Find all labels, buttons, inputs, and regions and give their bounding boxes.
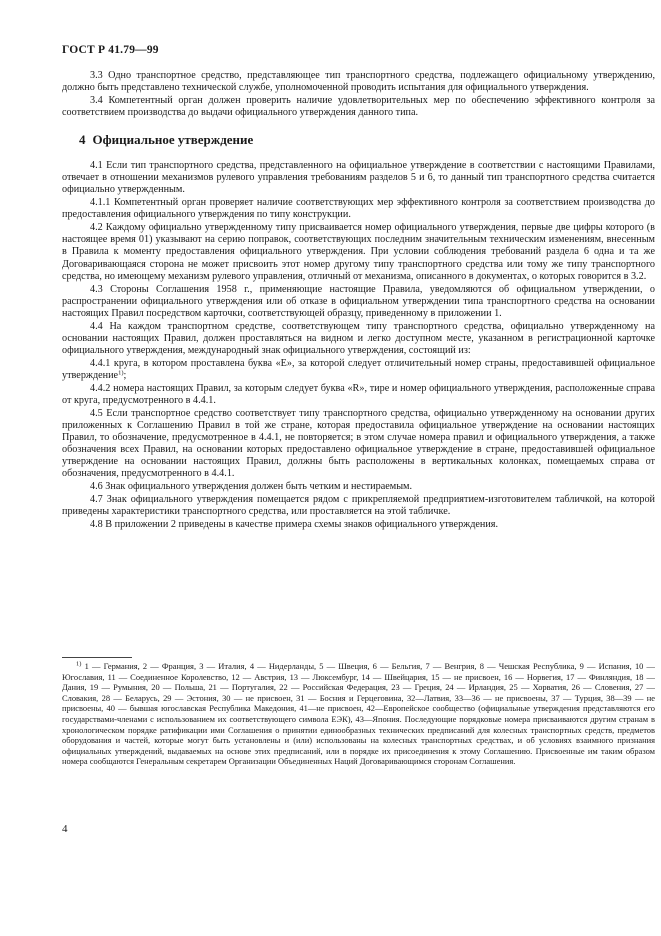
footnote-divider (62, 657, 132, 658)
paragraph-4-7: 4.7 Знак официального утверждения помещается рядом с прикрепляемой предприятием-изготовителем табличкой, на которой приведены характеристики транспортного средства, или проставляется на этой табличке. (62, 493, 655, 517)
footnote-marker: 1) (76, 660, 82, 668)
footnote-body: 1 — Германия, 2 — Франция, 3 — Италия, 4 — Нидерланды, 5 — Швеция, 6 — Бельгия, 7 — Венгрия, 8 — Чешская Республика, 9 — Испания, 10 — Югославия, 11 — Соединенное Королевство, 12 — Австрия, 13 — Люксембург, 14 — Швейцария, 15 — не присвоен, 16 — Норвегия, 17 — Финляндия, 18 — Дания, 19 — Румыния, 20 — Польша, 21 — Португалия, 22 — Российская Федерация, 23 — Греция, 24 — Ирландия, 25 — Хорватия, 26 — Словения, 27 — Словакия, 28 — Беларусь, 29 — Эстония, 30 — не присвоен, 31 — Босния и Герцеговина, 32—Латвия, 33—36 — не присвоены, 37 — Турция, 38—39 — не присвоены, 40 — бывшая югославская Республика Македония, 41—не присвоен, 42—Европейское сообщество (официальные утверждения представляются его государствами-членами с использованием их соответствующего символа ЕЭК), 43—Япония. Последующие порядковые номера присваиваются другим странам в хронологическом порядке ратификации ими Соглашения о принятии единообразных технических предписаний для колесных транспортных средств, предметов оборудования и частей, которые могут быть установлены и (или) использованы на колесных транспортных средствах, и об условиях взаимного признания официальных утверждений, выдаваемых на основе этих предписаний, или в порядке их присоединения к этому Соглашению. Присвоенные им таким образом номера сообщаются Генеральным секретарем Организации Объединенных Наций Договаривающимся сторонам Соглашения. (62, 661, 655, 767)
paragraph-4-4-1-end: ; (123, 369, 127, 381)
paragraph-4-2: 4.2 Каждому официально утвержденному типу присваивается номер официального утверждения, первые две цифры которого (в настоящее время 01) указывают на серию поправок, соответствующих последним значительным техническим изменениям, внесенным в Правила к моменту предоставления официального утверждения. При условии соблюдения требований раздела 6 одна и та же Договаривающаяся сторона не может присвоить этот номер другому типу транспортного средства или тому же типу транспортного средства, но имеющему механизм рулевого управления, отличный от механизма, описанного в документах, о которых говорится в 3.2. (62, 222, 655, 282)
page-number: 4 (62, 823, 68, 835)
paragraph-4-4-2: 4.4.2 номера настоящих Правил, за которым следует буква «R», тире и номер официального утверждения, расположенные справа от круга, предусмотренного в 4.4.1. (62, 382, 655, 406)
paragraph-4-4-1 (62, 358, 655, 382)
paragraph-4-5: 4.5 Если транспортное средство соответствует типу транспортного средства, официально утвержденному на основании других приложенных к Соглашению Правил в той же стране, которая предоставила официальное утверждение на основании настоящих Правил, то обозначение, предусмотренное в 4.4.1, не повторяется; в этом случае номера правил и официального утверждения, а также обозначения всех Правил, на основании которых предоставлено официальное утверждение в стране, предоставившей официальное утверждение на основании настоящих Правил, должны быть расположены в вертикальных колонках, помещаемых справа от обозначения, предусмотренного в 4.4.1. (62, 407, 655, 480)
section-title: Официальное утверждение (92, 132, 254, 148)
section-heading (79, 132, 655, 148)
standard-designation: ГОСТ Р 41.79—99 (62, 44, 159, 56)
paragraph-4-4: 4.4 На каждом транспортном средстве, соответствующем типу транспортного средства, официально утвержденному на основании настоящих Правил, должен проставляться на видном и легко доступном месте, указанном в регистрационной карточке официального утверждения, международный знак официального утверждения, состоящий из: (62, 320, 655, 356)
paragraph-4-4-1-text: 4.4.1 круга, в котором проставлена буква «Е», за которой следует отличительный номер страны, предоставившей официальное утверждение (62, 357, 655, 381)
paragraph-4-1-1: 4.1.1 Компетентный орган проверяет наличие соответствующих мер эффективного контроля за соответствием производства до предоставления официального утверждения по типу конструкции. (62, 197, 655, 221)
paragraph-3-4: 3.4 Компетентный орган должен проверить наличие удовлетворительных мер по обеспечению эффективного контроля за соответствием производства до выдачи официального утверждения данного типа. (62, 94, 655, 119)
section-number: 4 (79, 132, 86, 148)
footnote (62, 661, 655, 767)
paragraph-4-1: 4.1 Если тип транспортного средства, представленного на официальное утверждение в соответствии с настоящими Правилами, отвечает в отношении механизмов рулевого управления требованиям разделов 5 и 6, то данный тип транспортного средства считается официально утвержденным. (62, 160, 655, 196)
paragraph-3-3: 3.3 Одно транспортное средство, представляющее тип транспортного средства, подлежащего официальному утверждению, должно быть представлено технической службе, уполномоченной проводить испытания для официального утверждения. (62, 70, 655, 94)
footnote-reference: 1) (118, 369, 124, 377)
paragraph-4-6: 4.6 Знак официального утверждения должен быть четким и нестираемым. (90, 480, 413, 492)
paragraph-4-8: 4.8 В приложении 2 приведены в качестве примера схемы знаков официального утверждения. (90, 518, 499, 530)
paragraph-4-3: 4.3 Стороны Соглашения 1958 г., применяющие настоящие Правила, уведомляются об официальном утверждении, о распространении официального утверждения или об отказе в официальном утверждении типа транспортного средства на основании настоящих Правил посредством карточки, соответствующей образцу, приведенному в приложении 1. (62, 283, 655, 319)
footnote-text (62, 661, 655, 767)
body-text (62, 70, 655, 532)
